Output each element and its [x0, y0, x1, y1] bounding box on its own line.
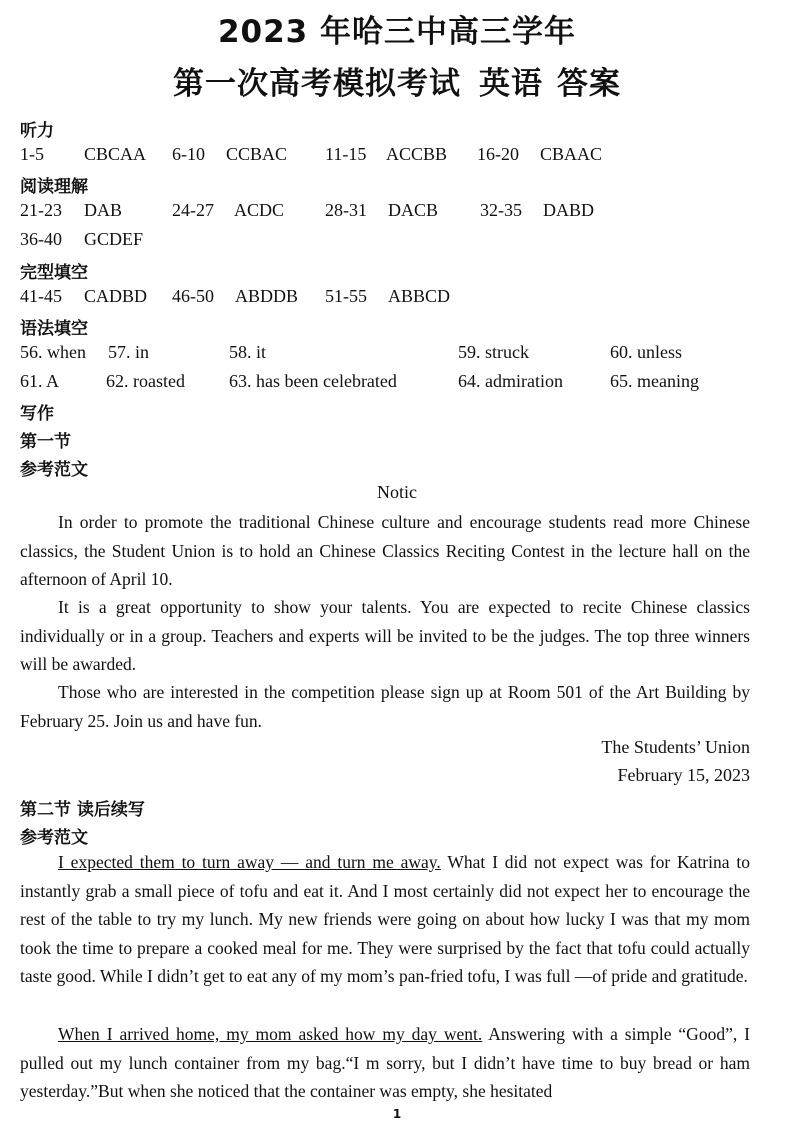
subject-name: 英语	[479, 66, 543, 102]
exam-name: 第一次高考模拟考试	[173, 66, 461, 102]
notice-paragraph-text: In order to promote the traditional Chinese culture and encourage students read more Chinese classics, the Student Union is to hold an Chinese Classics Reciting Contest in the lecture hall on the afternoon of April 10.	[20, 512, 750, 590]
answer-key: ABBCD	[388, 286, 451, 306]
answer-range: 28-31	[325, 200, 367, 220]
answer-range: 36-40	[20, 229, 62, 249]
grammar-answer: 62. roasted	[106, 371, 185, 391]
continuation-text: What I did not expect was for Katrina to instantly grab a small piece of tofu and eat it. And I most certainly did not expect her to encourage the rest of the table to try my lunch. My new friends were going on about how lucky I was that my mom took the time to prepare a cooked meal for me. They were surprised by the fact that tofu could actually taste good. While I didn’t get to eat any of my mom’s pan-fried tofu, I was full —of pride and gratitude.	[20, 852, 750, 987]
notice-paragraph	[20, 593, 750, 679]
grammar-answer: 63. has been celebrated	[229, 371, 397, 391]
answer-key: ABDDB	[235, 286, 299, 306]
writing-part2-heading: 第二节 读后续写	[20, 800, 145, 820]
answer-key: DABD	[543, 200, 595, 220]
writing-heading: 写作	[20, 404, 54, 424]
page-subtitle	[0, 58, 794, 103]
answer-range: 32-35	[480, 200, 522, 220]
answer-range: 1-5	[20, 144, 44, 164]
answer-range: 24-27	[172, 200, 214, 220]
grammar-answer: 59. struck	[458, 342, 529, 362]
answer-key: GCDEF	[84, 229, 144, 249]
answer-key: CBAAC	[540, 144, 603, 164]
writing-part1-heading: 第一节	[20, 432, 71, 452]
page-number: 1	[392, 1107, 402, 1121]
notice-signature: The Students’ Union	[601, 737, 750, 757]
answer-key: DAB	[84, 200, 123, 220]
notice-title: Notic	[377, 482, 417, 502]
grammar-answer: 65. meaning	[610, 371, 699, 391]
cloze-heading: 完型填空	[20, 263, 88, 283]
answer-key: CCBAC	[226, 144, 288, 164]
grammar-answer: 57. in	[108, 342, 150, 362]
notice-paragraph-text: It is a great opportunity to show your talents. You are expected to recite Chinese classics individually or in a group. Teachers and experts will be invited to be the judges. The top three winners will be awarded.	[20, 597, 750, 675]
grammar-answer: 60. unless	[610, 342, 682, 362]
continuation-paragraph	[20, 848, 750, 991]
grammar-heading: 语法填空	[20, 319, 88, 339]
answer-key: ACDC	[234, 200, 285, 220]
grammar-answer: 56. when	[20, 342, 86, 362]
notice-paragraph-text: Those who are interested in the competition please sign up at Room 501 of the Art Building by February 25. Join us and have fun.	[20, 682, 750, 731]
answer-range: 46-50	[172, 286, 214, 306]
grammar-answer: 58. it	[229, 342, 267, 362]
grammar-answer: 61. A	[20, 371, 60, 391]
answer-key: CADBD	[84, 286, 148, 306]
sample-essay-heading: 参考范文	[20, 460, 88, 480]
answer-key: ACCBB	[386, 144, 448, 164]
listening-heading: 听力	[20, 121, 54, 141]
reading-heading: 阅读理解	[20, 177, 88, 197]
answer-range: 6-10	[172, 144, 205, 164]
answer-range: 41-45	[20, 286, 62, 306]
given-sentence: I expected them to turn away — and turn me away.	[58, 852, 441, 872]
answer-key: CBCAA	[84, 144, 147, 164]
sample-essay-heading-2: 参考范文	[20, 828, 88, 848]
answer-label: 答案	[557, 66, 621, 102]
answer-range: 11-15	[325, 144, 367, 164]
notice-date: February 15, 2023	[617, 765, 750, 785]
page-title: 2023 年哈三中高三学年	[217, 14, 577, 50]
given-sentence: When I arrived home, my mom asked how my day went.	[58, 1024, 483, 1044]
answer-range: 16-20	[477, 144, 519, 164]
notice-paragraph	[20, 678, 750, 735]
continuation-paragraph	[20, 1020, 750, 1106]
grammar-answer: 64. admiration	[458, 371, 563, 391]
answer-range: 51-55	[325, 286, 367, 306]
continuation-text: Answering with a simple “Good”, I pulled out my lunch container from my bag.“I m sorry, but I didn’t have time to buy bread or ham yesterday.”But when she noticed that the container was empty, she hesitated	[20, 1024, 750, 1102]
answer-range: 21-23	[20, 200, 62, 220]
notice-paragraph	[20, 508, 750, 594]
answer-key: DACB	[388, 200, 439, 220]
